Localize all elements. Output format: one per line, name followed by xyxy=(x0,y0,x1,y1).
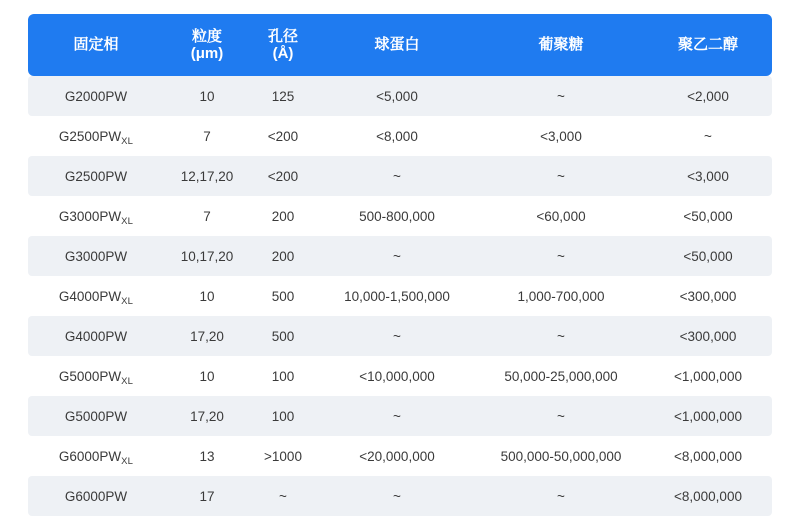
phase-name: G4000PW xyxy=(64,328,128,344)
cell-globulin: <5,000 xyxy=(316,76,478,116)
table-row xyxy=(28,156,772,196)
cell-globulin: <20,000,000 xyxy=(316,436,478,476)
cell-particle-size: 10 xyxy=(164,276,250,316)
cell-stationary-phase xyxy=(28,196,164,236)
cell-peg: <2,000 xyxy=(644,76,772,116)
cell-particle-size: 17,20 xyxy=(164,396,250,436)
column-header-particle-size xyxy=(164,14,250,76)
cell-particle-size: 13 xyxy=(164,436,250,476)
phase-subscript: XL xyxy=(121,455,134,467)
cell-dextran: 1,000-700,000 xyxy=(478,276,644,316)
cell-dextran: 500,000-50,000,000 xyxy=(478,436,644,476)
cell-pore-size: ~ xyxy=(250,476,316,516)
cell-stationary-phase xyxy=(28,276,164,316)
cell-dextran: ~ xyxy=(478,396,644,436)
table-row xyxy=(28,356,772,396)
cell-peg: <300,000 xyxy=(644,316,772,356)
cell-peg: <8,000,000 xyxy=(644,436,772,476)
phase-name: G2500PW xyxy=(58,128,122,144)
cell-pore-size: 100 xyxy=(250,396,316,436)
cell-particle-size: 7 xyxy=(164,116,250,156)
table-header-row xyxy=(28,14,772,76)
cell-stationary-phase xyxy=(28,396,164,436)
cell-peg: <3,000 xyxy=(644,156,772,196)
cell-particle-size: 10 xyxy=(164,76,250,116)
table-header xyxy=(28,14,772,76)
cell-pore-size: 200 xyxy=(250,196,316,236)
table-row xyxy=(28,116,772,156)
specification-table xyxy=(28,14,772,516)
cell-particle-size: 12,17,20 xyxy=(164,156,250,196)
phase-name: G3000PW xyxy=(58,208,122,224)
phase-subscript: XL xyxy=(121,215,134,227)
cell-globulin: <10,000,000 xyxy=(316,356,478,396)
cell-stationary-phase xyxy=(28,356,164,396)
cell-peg: <300,000 xyxy=(644,276,772,316)
table-row xyxy=(28,196,772,236)
phase-subscript: XL xyxy=(121,135,134,147)
cell-pore-size: 100 xyxy=(250,356,316,396)
cell-pore-size: 125 xyxy=(250,76,316,116)
cell-dextran: <3,000 xyxy=(478,116,644,156)
table-row xyxy=(28,276,772,316)
cell-pore-size: 500 xyxy=(250,316,316,356)
column-header-line1: 葡聚糖 xyxy=(538,36,584,54)
cell-stationary-phase xyxy=(28,316,164,356)
phase-name: G4000PW xyxy=(58,288,122,304)
cell-stationary-phase xyxy=(28,436,164,476)
cell-particle-size: 10 xyxy=(164,356,250,396)
table-row xyxy=(28,476,772,516)
cell-dextran: ~ xyxy=(478,156,644,196)
phase-name: G6000PW xyxy=(58,448,122,464)
cell-pore-size: <200 xyxy=(250,116,316,156)
cell-dextran: <60,000 xyxy=(478,196,644,236)
cell-globulin: ~ xyxy=(316,316,478,356)
cell-dextran: ~ xyxy=(478,76,644,116)
column-header-line1: 粒度 xyxy=(191,27,222,45)
table-row xyxy=(28,316,772,356)
cell-dextran: ~ xyxy=(478,236,644,276)
cell-stationary-phase xyxy=(28,236,164,276)
cell-peg: ~ xyxy=(644,116,772,156)
cell-dextran: 50,000-25,000,000 xyxy=(478,356,644,396)
cell-globulin: ~ xyxy=(316,236,478,276)
phase-subscript: XL xyxy=(121,375,134,387)
column-header-stationary-phase xyxy=(28,14,164,76)
cell-peg: <50,000 xyxy=(644,236,772,276)
table-row xyxy=(28,236,772,276)
cell-peg: <1,000,000 xyxy=(644,356,772,396)
column-header-line2: (μm) xyxy=(190,45,224,62)
cell-peg: <8,000,000 xyxy=(644,476,772,516)
cell-pore-size: >1000 xyxy=(250,436,316,476)
table-body xyxy=(28,76,772,516)
table-row xyxy=(28,436,772,476)
phase-name: G5000PW xyxy=(64,408,128,424)
cell-globulin: 500-800,000 xyxy=(316,196,478,236)
cell-particle-size: 7 xyxy=(164,196,250,236)
column-header-line1: 固定相 xyxy=(73,36,119,54)
column-header-pore-size xyxy=(250,14,316,76)
cell-stationary-phase xyxy=(28,76,164,116)
phase-name: G6000PW xyxy=(64,488,128,504)
cell-dextran: ~ xyxy=(478,316,644,356)
cell-dextran: ~ xyxy=(478,476,644,516)
cell-particle-size: 17,20 xyxy=(164,316,250,356)
cell-globulin: ~ xyxy=(316,476,478,516)
phase-name: G3000PW xyxy=(64,248,128,264)
phase-name: G2500PW xyxy=(64,168,128,184)
column-header-line1: 聚乙二醇 xyxy=(677,36,738,54)
column-header-line1: 孔径 xyxy=(267,27,298,45)
phase-name: G2000PW xyxy=(64,88,128,104)
table-row xyxy=(28,76,772,116)
cell-stationary-phase xyxy=(28,156,164,196)
cell-globulin: ~ xyxy=(316,156,478,196)
cell-peg: <50,000 xyxy=(644,196,772,236)
cell-globulin: ~ xyxy=(316,396,478,436)
table-row xyxy=(28,396,772,436)
column-header-dextran xyxy=(478,14,644,76)
column-header-peg xyxy=(644,14,772,76)
cell-peg: <1,000,000 xyxy=(644,396,772,436)
cell-globulin: <8,000 xyxy=(316,116,478,156)
cell-stationary-phase xyxy=(28,116,164,156)
phase-name: G5000PW xyxy=(58,368,122,384)
column-header-line2: (Å) xyxy=(272,45,294,62)
phase-subscript: XL xyxy=(121,295,134,307)
column-header-globulin xyxy=(316,14,478,76)
cell-pore-size: <200 xyxy=(250,156,316,196)
cell-globulin: 10,000-1,500,000 xyxy=(316,276,478,316)
cell-particle-size: 17 xyxy=(164,476,250,516)
column-header-line1: 球蛋白 xyxy=(374,36,420,54)
cell-particle-size: 10,17,20 xyxy=(164,236,250,276)
cell-pore-size: 200 xyxy=(250,236,316,276)
cell-pore-size: 500 xyxy=(250,276,316,316)
cell-stationary-phase xyxy=(28,476,164,516)
